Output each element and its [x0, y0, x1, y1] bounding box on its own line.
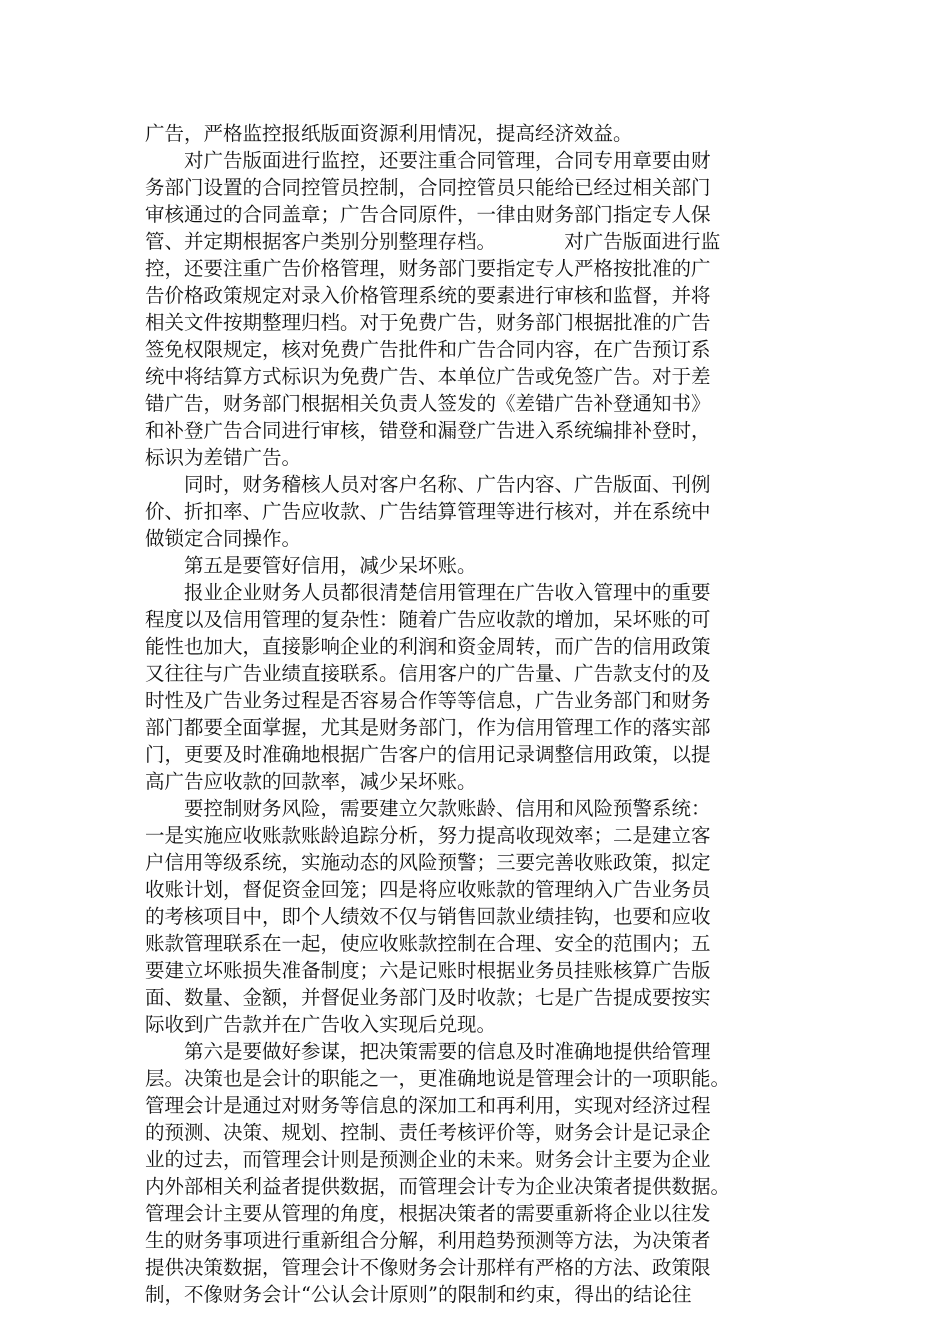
text-line: 和补登广告合同进行审核，错登和漏登广告进入系统编排补登时，	[145, 419, 711, 442]
text-line: 收账计划，督促资金回笼；四是将应收账款的管理纳入广告业务员	[145, 878, 711, 901]
text-line: 又往往与广告业绩直接联系。信用客户的广告量、广告款支付的及	[145, 662, 711, 685]
text-line: 报业企业财务人员都很清楚信用管理在广告收入管理中的重要	[145, 581, 711, 604]
text-line: 部门都要全面掌握，尤其是财务部门，作为信用管理工作的落实部	[145, 716, 711, 739]
text-line: 审核通过的合同盖章；广告合同原件，一律由财务部门指定专人保	[145, 203, 711, 226]
text-line: 相关文件按期整理归档。对于免费广告，财务部门根据批准的广告	[145, 311, 711, 334]
text-line: 第六是要做好参谋，把决策需要的信息及时准确地提供给管理	[145, 1040, 711, 1063]
text-line: 提供决策数据，管理会计不像财务会计那样有严格的方法、政策限	[145, 1256, 711, 1279]
text-line: 要控制财务风险，需要建立欠款账龄、信用和风险预警系统：	[145, 797, 711, 820]
text-line: 时性及广告业务过程是否容易合作等等信息，广告业务部门和财务	[145, 689, 711, 712]
text-line: 控，还要注重广告价格管理，财务部门要指定专人严格按批准的广	[145, 257, 711, 280]
text-line: 管理会计是通过对财务等信息的深加工和再利用，实现对经济过程	[145, 1094, 711, 1117]
text-line: 做锁定合同操作。	[145, 527, 302, 550]
document-body	[145, 120, 815, 1308]
text-line: 能性也加大，直接影响企业的利润和资金周转，而广告的信用政策	[145, 635, 711, 658]
text-line: 门，更要及时准确地根据广告客户的信用记录调整信用政策，以提	[145, 743, 711, 766]
text-line: 告价格政策规定对录入价格管理系统的要素进行审核和监督，并将	[145, 284, 711, 307]
text-line: 一是实施应收账款账龄追踪分析，努力提高收现效率；二是建立客	[145, 824, 711, 847]
text-line: 标识为差错广告。	[145, 446, 302, 469]
text-line: 内外部相关利益者提供数据，而管理会计专为企业决策者提供数据。	[145, 1175, 731, 1198]
text-line: 管理会计主要从管理的角度，根据决策者的需要重新将企业以往发	[145, 1202, 711, 1225]
text-line: 签免权限规定，核对免费广告批件和广告合同内容，在广告预订系	[145, 338, 711, 361]
text-line: 务部门设置的合同控管员控制，合同控管员只能给已经过相关部门	[145, 176, 711, 199]
text-line: 同时，财务稽核人员对客户名称、广告内容、广告版面、刊例	[145, 473, 711, 496]
text-line: 统中将结算方式标识为免费广告、本单位广告或免签广告。对于差	[145, 365, 711, 388]
text-line: 的预测、决策、规划、控制、责任考核评价等，财务会计是记录企	[145, 1121, 711, 1144]
text-line: 高广告应收款的回款率，减少呆坏账。	[145, 770, 477, 793]
text-line: 际收到广告款并在广告收入实现后兑现。	[145, 1013, 497, 1036]
text-line: 层。决策也是会计的职能之一，更准确地说是管理会计的一项职能。	[145, 1067, 731, 1090]
text-line: 管、并定期根据客户类别分别整理存档。 对广告版面进行监	[145, 230, 721, 253]
text-line: 的考核项目中，即个人绩效不仅与销售回款业绩挂钩，也要和应收	[145, 905, 711, 928]
text-line: 价、折扣率、广告应收款、广告结算管理等进行核对，并在系统中	[145, 500, 711, 523]
text-line: 生的财务事项进行重新组合分解，利用趋势预测等方法，为决策者	[145, 1229, 711, 1252]
text-line: 账款管理联系在一起，使应收账款控制在合理、安全的范围内；五	[145, 932, 711, 955]
text-line: 对广告版面进行监控，还要注重合同管理，合同专用章要由财	[145, 149, 711, 172]
text-line: 程度以及信用管理的复杂性：随着广告应收款的增加，呆坏账的可	[145, 608, 711, 631]
text-line: 错广告，财务部门根据相关负责人签发的《差错广告补登通知书》	[145, 392, 711, 415]
text-line: 要建立坏账损失准备制度；六是记账时根据业务员挂账核算广告版	[145, 959, 711, 982]
text-line: 面、数量、金额，并督促业务部门及时收款；七是广告提成要按实	[145, 986, 711, 1009]
text-line: 第五是要管好信用，减少呆坏账。	[145, 554, 477, 577]
text-line: 制，不像财务会计“公认会计原则”的限制和约束，得出的结论往	[145, 1283, 692, 1306]
text-line: 户信用等级系统，实施动态的风险预警；三要完善收账政策，拟定	[145, 851, 711, 874]
text-line: 业的过去，而管理会计则是预测企业的未来。财务会计主要为企业	[145, 1148, 711, 1171]
text-line: 广告，严格监控报纸版面资源利用情况，提高经济效益。	[145, 122, 633, 145]
